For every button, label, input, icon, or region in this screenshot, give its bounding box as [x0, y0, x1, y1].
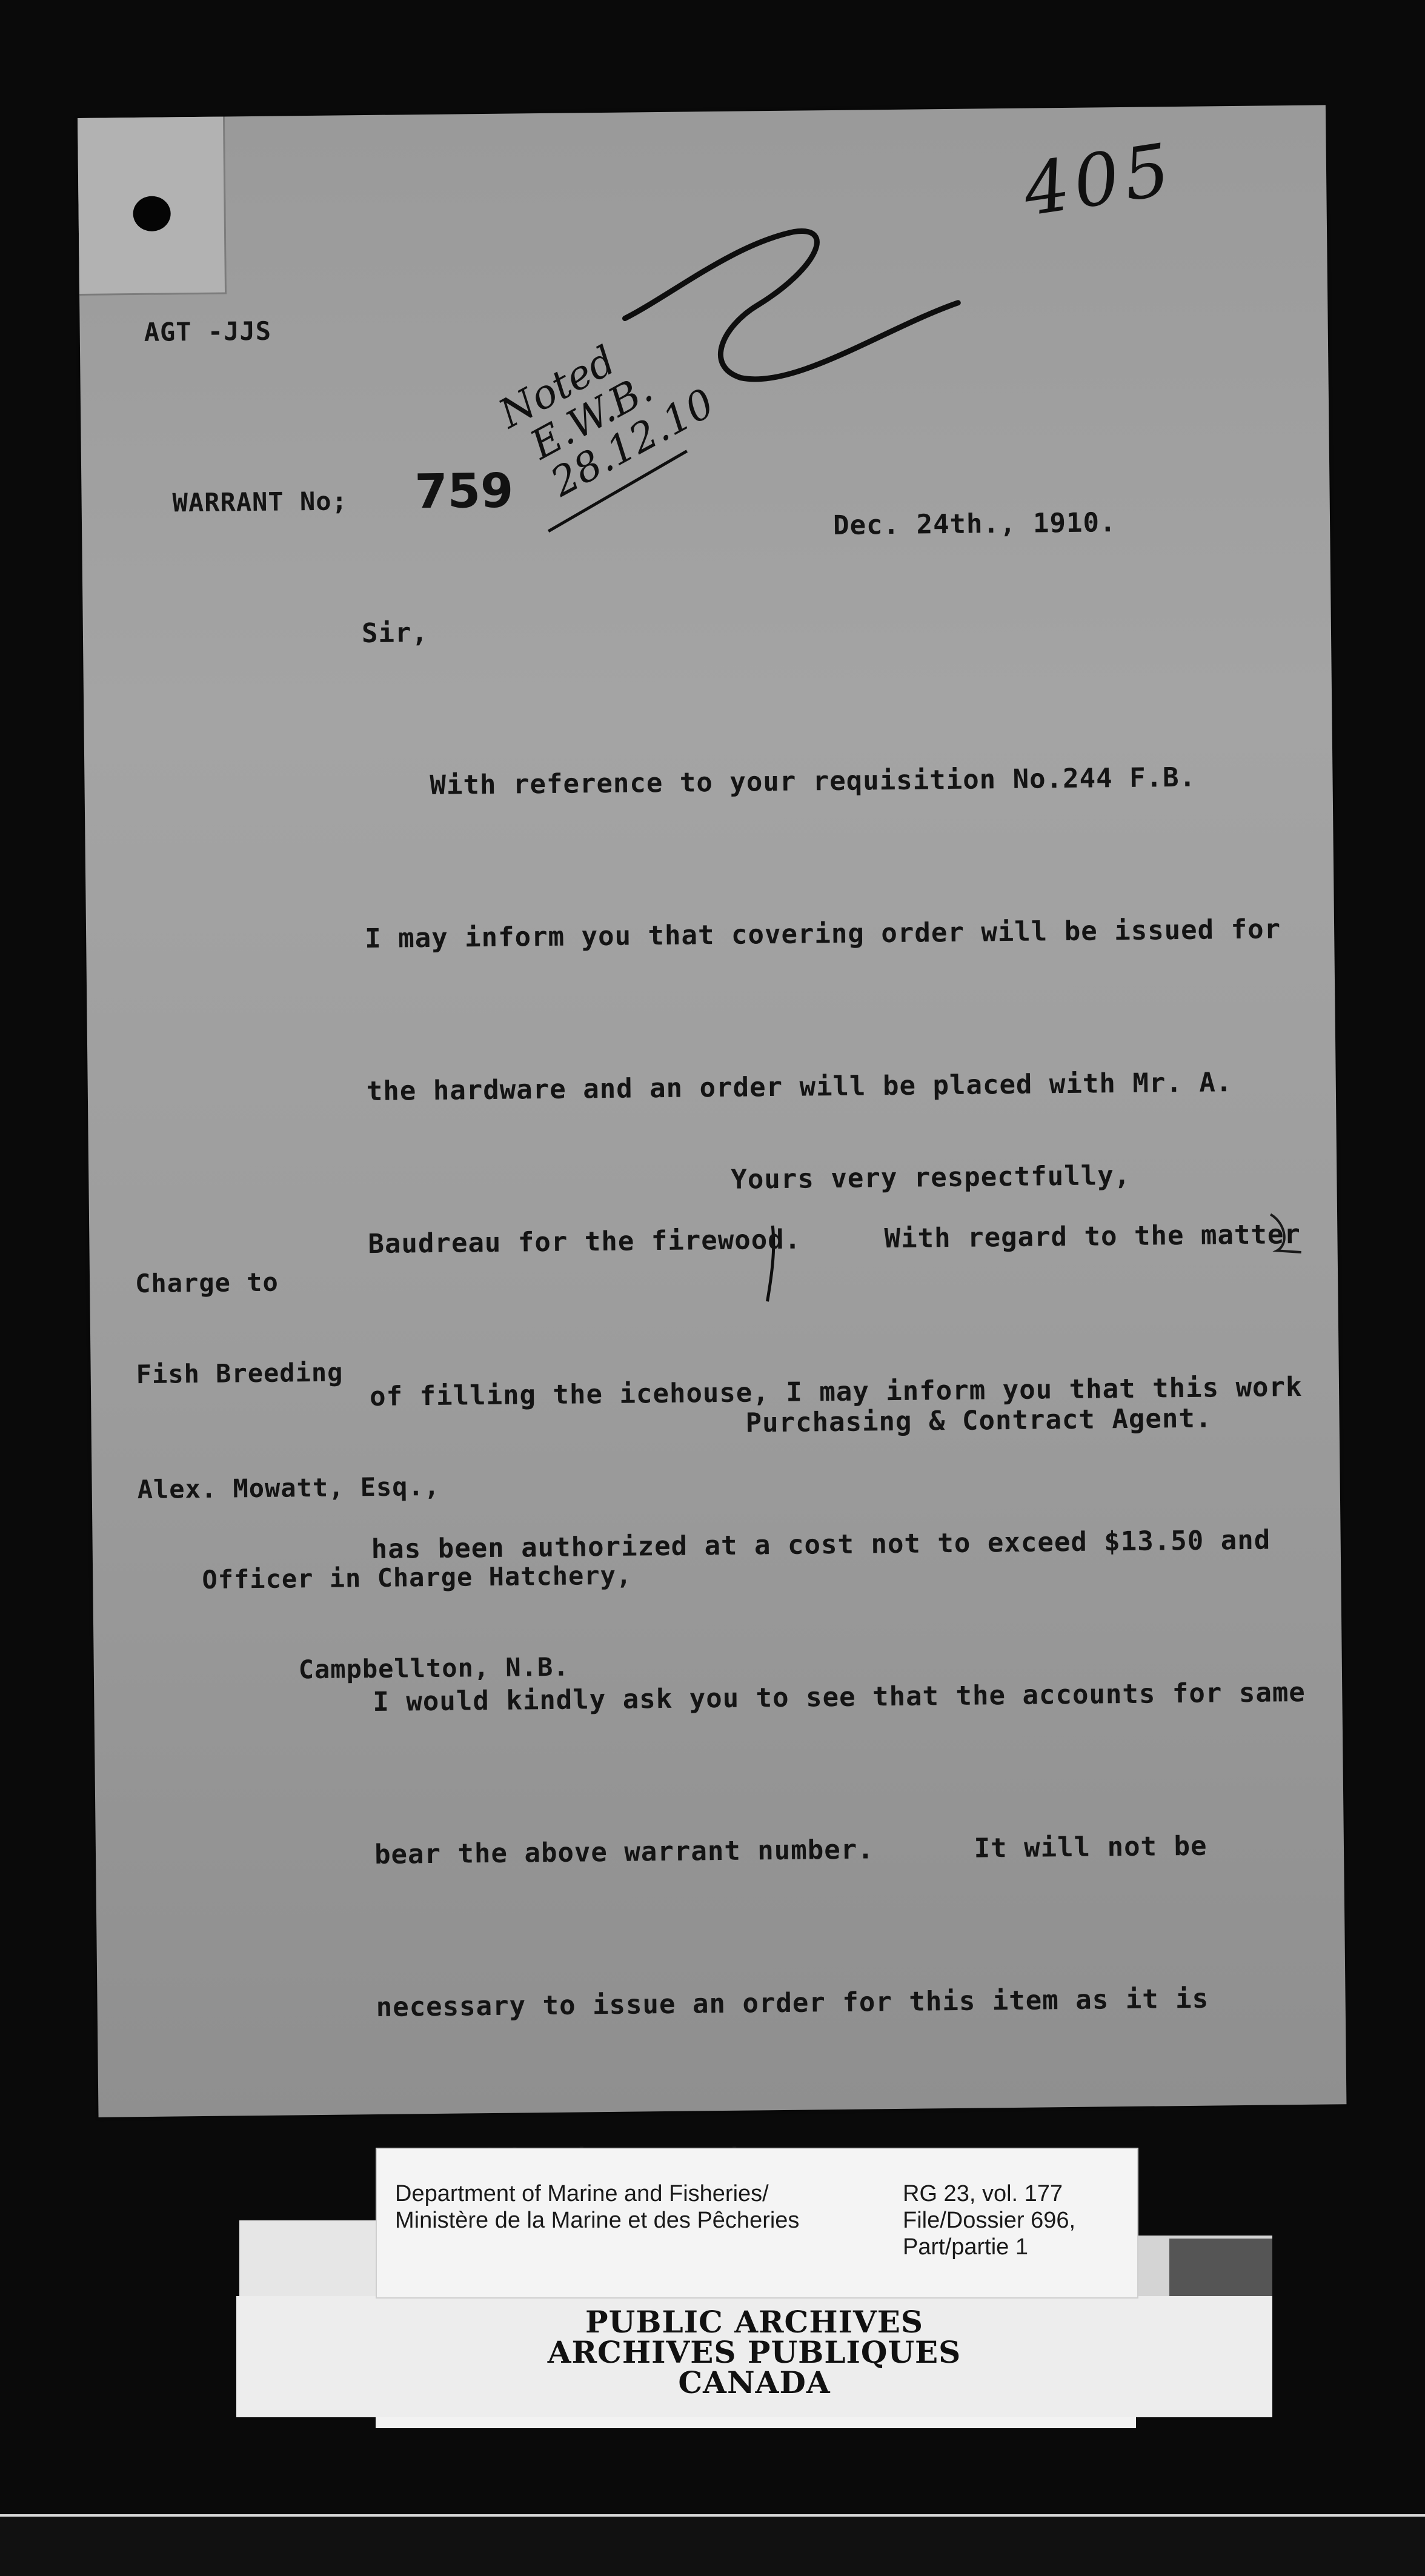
label-reference: RG 23, vol. 177 File/Dossier 696, Part/partie 1	[903, 2181, 1076, 2260]
handwritten-page-number: 405	[1018, 127, 1180, 233]
body-line: Baudreau for the firewood. With regard to the matter	[368, 1218, 1301, 1260]
addressee-line: Officer in Charge Hatchery,	[138, 1560, 633, 1596]
charge-line: Charge to	[135, 1267, 279, 1299]
stamp-line: PUBLIC ARCHIVES	[585, 2304, 923, 2340]
stamp-tab-left	[239, 2220, 379, 2299]
stamp-bottom-edge	[376, 2417, 1136, 2428]
label-department: Department of Marine and Fisheries/ Ministère de la Marine et des Pêcheries	[395, 2181, 800, 2233]
letter-sheet	[78, 105, 1346, 2117]
letter-date: Dec. 24th., 1910.	[832, 507, 1117, 541]
stamp-tab-shadow	[1169, 2239, 1272, 2296]
archive-label	[376, 2148, 1138, 2299]
stamp-line: CANADA	[678, 2365, 831, 2400]
warrant-label: WARRANT No;	[172, 486, 348, 518]
film-edge	[0, 2514, 1425, 2576]
body-line: has been authorized at a cost not to exceed $13.50 and	[371, 1524, 1271, 1565]
addressee-line: Alex. Mowatt, Esq.,	[137, 1471, 440, 1505]
body-line: bear the above warrant number. It will not be	[374, 1830, 1207, 1871]
addressee-line: Campbellton, N.B.	[139, 1651, 570, 1687]
archive-stamp-text	[236, 2304, 1272, 2400]
signature-title: Purchasing & Contract Agent.	[745, 1403, 1212, 1439]
reference-initials: AGT -JJS	[144, 316, 272, 347]
warrant-number: 759	[414, 463, 514, 520]
body-line: of filling the icehouse, I may inform you that this work	[369, 1371, 1303, 1413]
body-line: I may inform you that covering order will be issued for	[364, 914, 1281, 955]
closing: Yours very respectfully,	[731, 1160, 1131, 1195]
body-line: the hardware and an order will be placed with Mr. A.	[366, 1067, 1233, 1107]
body-line: necessary to issue an order for this item as it is	[376, 1983, 1209, 2023]
charge-line: Fish Breeding	[136, 1357, 344, 1390]
handwritten-note: Noted E.W.B. 28.12.10	[491, 337, 722, 512]
stamp-line: ARCHIVES PUBLIQUES	[547, 2334, 962, 2370]
body-line: I would kindly ask you to see that the accounts for same	[373, 1676, 1306, 1718]
salutation: Sir,	[361, 617, 429, 649]
addressee	[136, 1409, 634, 1748]
body-line: With reference to your requisition No.244 F.B.	[363, 762, 1197, 802]
